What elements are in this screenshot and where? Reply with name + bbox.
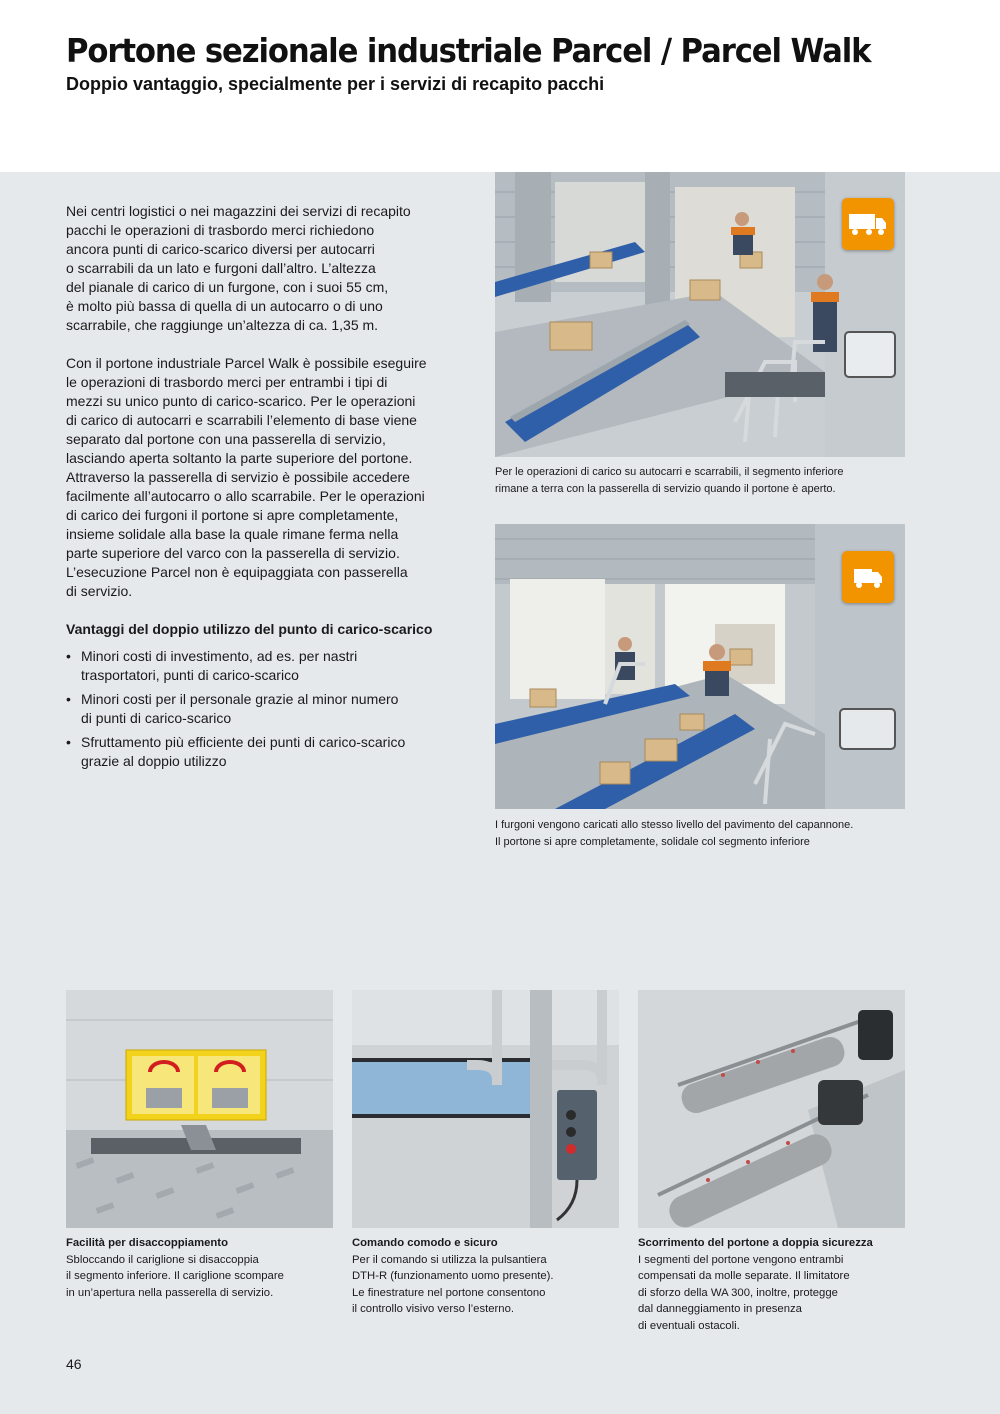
advantages-list (66, 647, 461, 771)
page-number: 46 (66, 1356, 82, 1372)
parcel-walk-paragraph: Con il portone industriale Parcel Walk è possibile eseguire le operazioni di trasbordo merci per entrambi i tipi di mezzi su unico punto di carico-scarico. Per le operazioni di carico di autocarri e scarrabili l’elemento di base viene separato dal portone con una passerella di servizio, lasciando aperta soltanto la parte superiore del portone. Attraverso la passerella di servizio è possibile accedere facilmente all’autocarro o allo scarrabile. Per le operazioni di carico dei furgoni il portone si apre completamente, insieme solidale alla base la quale rimane ferma nella parte superiore del varco con la passerella di servizio. L’esecuzione Parcel non è equipaggiata con passerella di servizio. (66, 355, 427, 599)
intro-paragraph: Nei centri logistici o nei magazzini dei servizi di recapito pacchi le operazioni di trasbordo merci richiedono ancora punti di carico-scarico diversi per autocarri o scarrabili da un lato e furgoni dall’altro. L’altezza del pianale di carico di un furgone, con i suoi 55 cm, è molto più bassa di quella di un autocarro o di uno scarrabile, che raggiunge un’altezza di ca. 1,35 m. (66, 203, 411, 333)
van-icon-glyph (842, 551, 894, 603)
van-loading-caption: I furgoni vengono caricati allo stesso livello del pavimento del capannone. Il portone si apre completamente, solidale col segmento inferiore (495, 819, 854, 848)
truck-icon-glyph (842, 198, 894, 250)
list-item: • Minori costi di investimento, ad es. per nastri trasportatori, punti di carico-scarico (66, 647, 461, 685)
page-header (0, 0, 1000, 172)
main-text-column (66, 202, 461, 776)
truck-loading-photo (495, 172, 905, 457)
springs-illustration (638, 990, 905, 1228)
list-item: • Minori costi per il personale grazie al minor numero di punti di carico-scarico (66, 690, 461, 728)
van-loading-photo (495, 524, 905, 809)
van-icon (842, 551, 894, 603)
page-subtitle: Doppio vantaggio, specialmente per i servizi di recapito pacchi (66, 74, 605, 94)
control-panel-illustration (352, 990, 619, 1228)
page-title: Portone sezionale industriale Parcel / Parcel Walk (66, 31, 871, 70)
feature-text: Per il comando si utilizza la pulsantiera DTH-R (funzionamento uomo presente). Le finestrature nel portone consentono il controllo visivo verso l’esterno. (352, 1253, 554, 1315)
truck-icon (842, 198, 894, 250)
feature-title: Facilità per disaccoppiamento (66, 1237, 228, 1249)
list-item: • Sfruttamento più efficiente dei punti di carico-scarico grazie al doppio utilizzo (66, 733, 461, 771)
control-panel-photo (352, 990, 619, 1228)
truck-loading-caption: Per le operazioni di carico su autocarri e scarrabili, il segmento inferiore rimane a terra con la passerella di servizio quando il portone è aperto. (495, 466, 844, 495)
feature-control (352, 1235, 620, 1318)
feature-text: I segmenti del portone vengono entrambi compensati da molle separate. Il limitatore di sforzo della WA 300, inoltre, protegge dal danneggiamento in presenza di eventuali ostacoli. (638, 1253, 850, 1332)
decoupling-photo (66, 990, 333, 1228)
feature-safety (638, 1235, 928, 1334)
feature-title: Scorrimento del portone a doppia sicurezza (638, 1237, 873, 1249)
feature-decoupling (66, 1235, 334, 1301)
springs-photo (638, 990, 905, 1228)
feature-title: Comando comodo e sicuro (352, 1237, 498, 1249)
feature-text: Sbloccando il cariglione si disaccoppia il segmento inferiore. Il cariglione scompare in un’apertura nella passerella di servizio. (66, 1253, 284, 1299)
advantages-heading: Vantaggi del doppio utilizzo del punto di carico-scarico (66, 621, 433, 637)
decoupling-illustration (66, 990, 333, 1228)
